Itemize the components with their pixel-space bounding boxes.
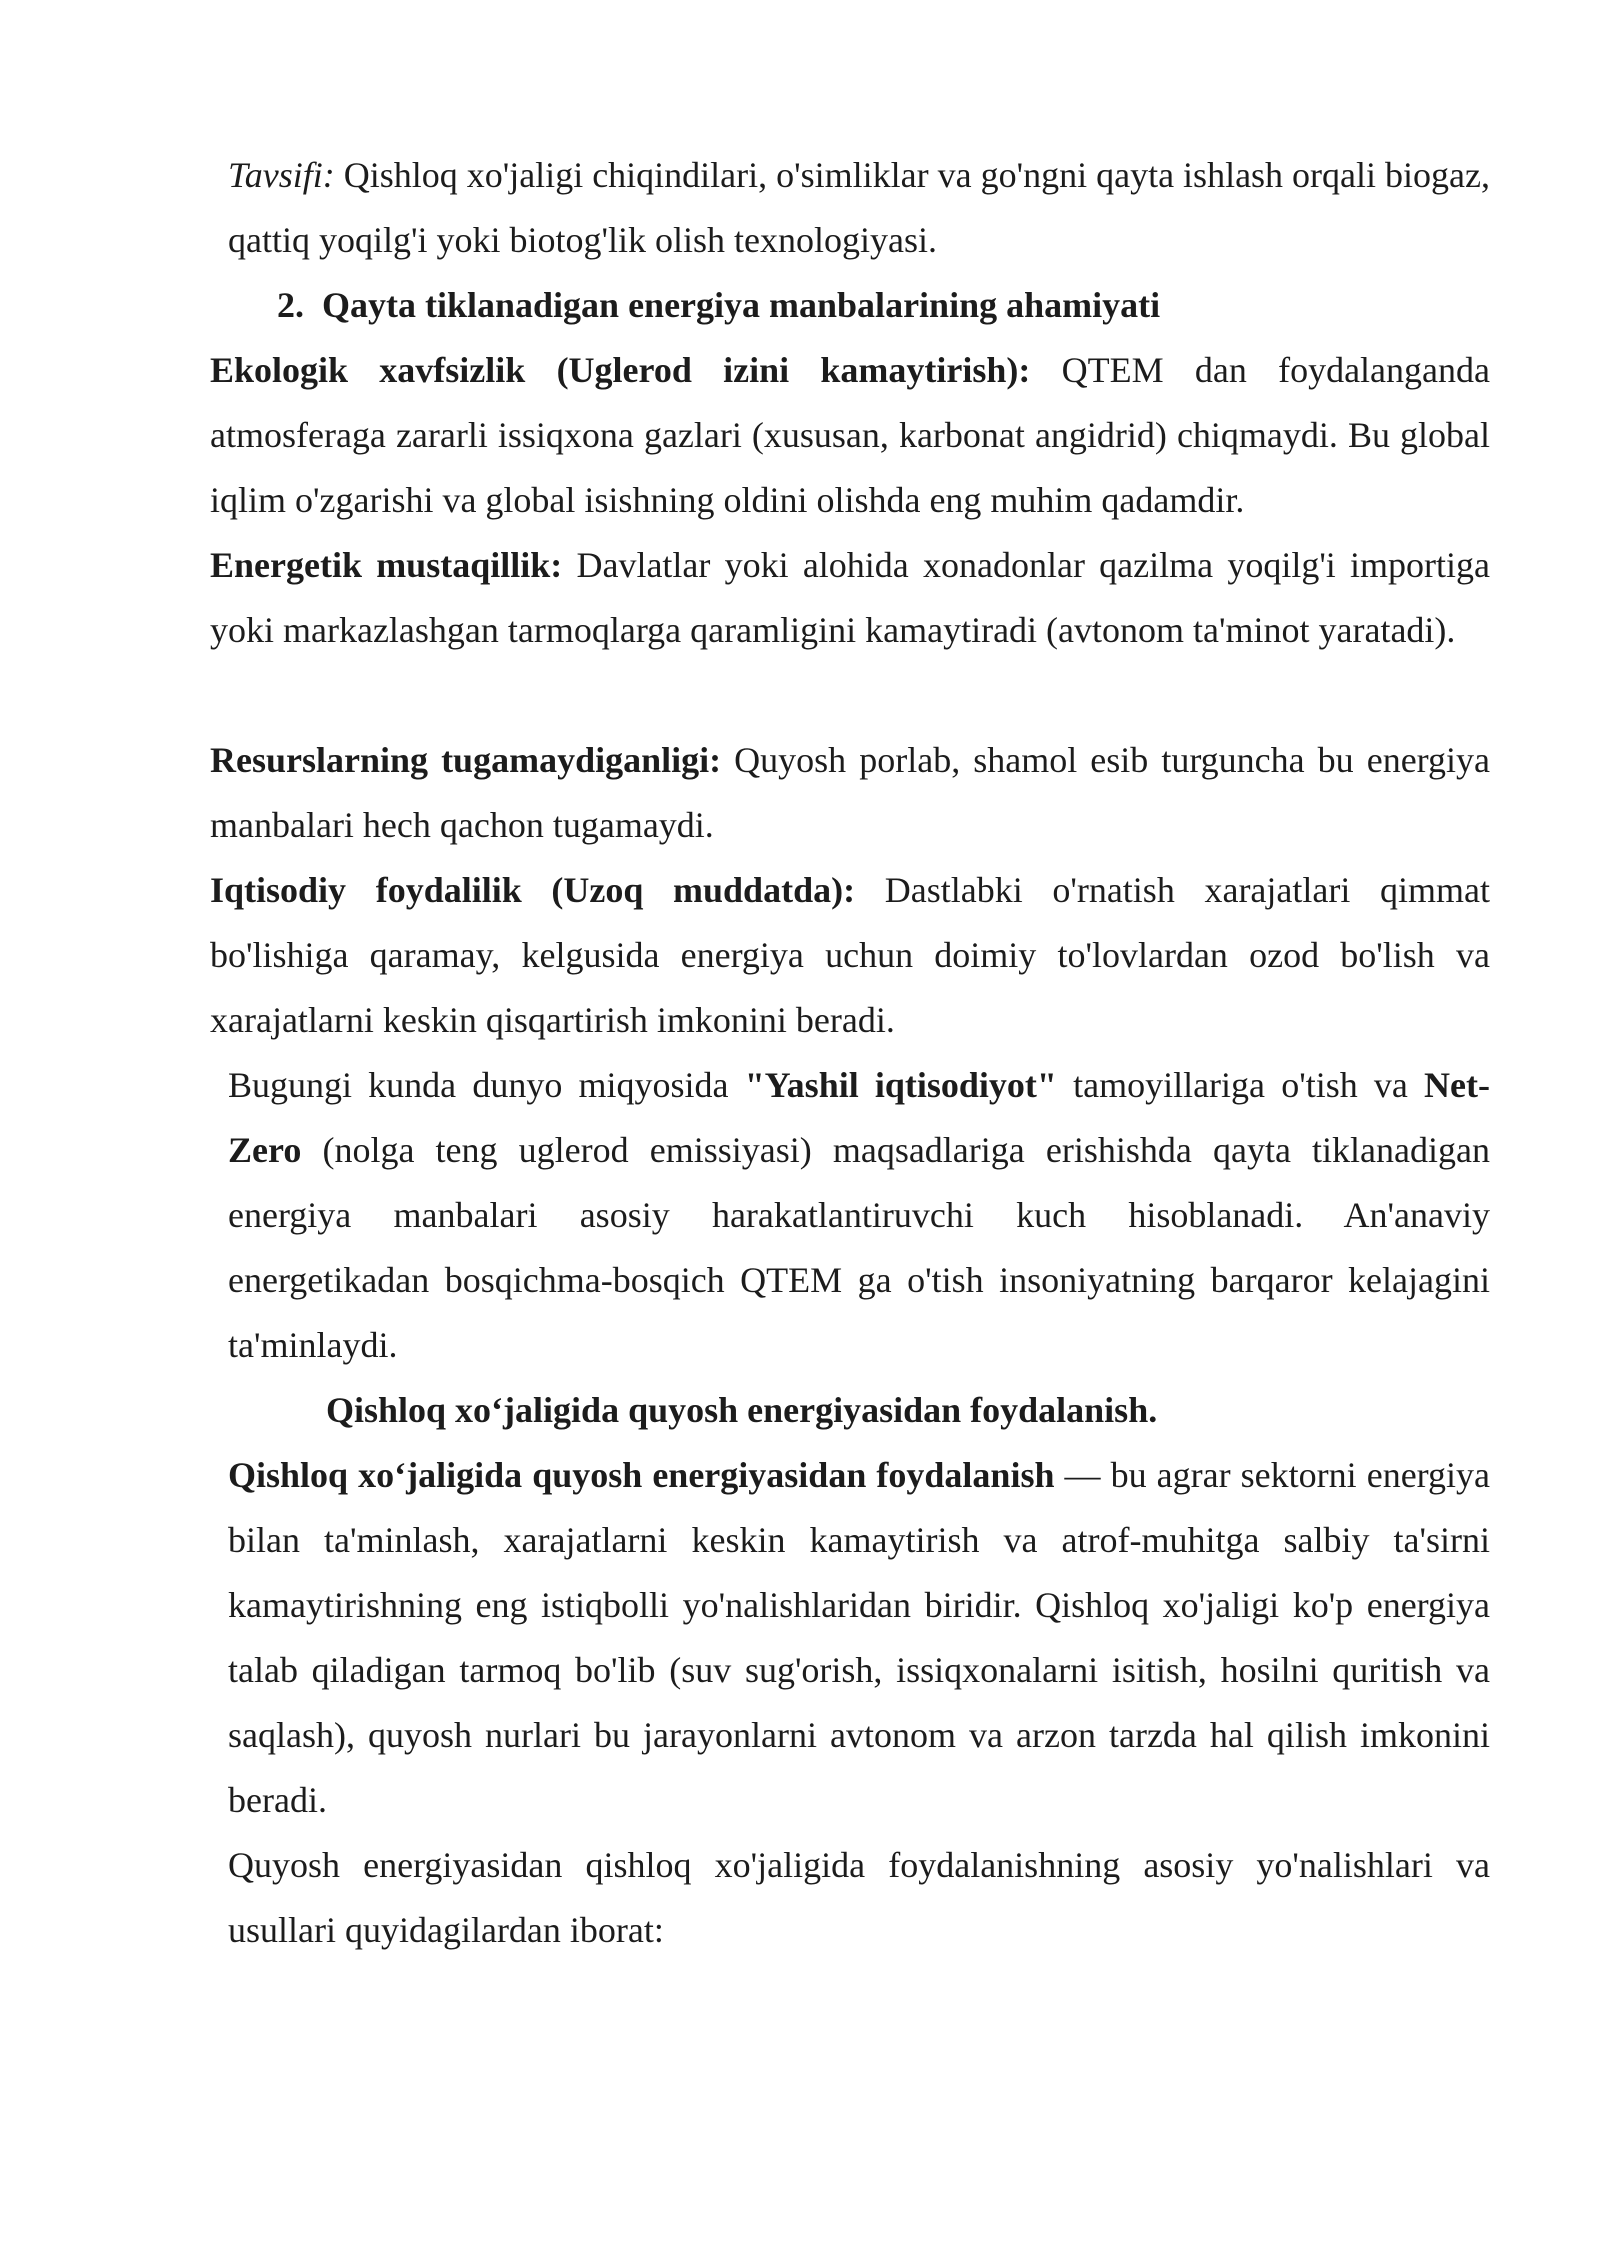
point-term: Ekologik xavfsizlik (Uglerod izini kamaytirish): xyxy=(210,350,1031,390)
solar-heading: Qishloq xo‘jaligida quyosh energiyasidan foydalanish. xyxy=(326,1390,1158,1430)
summary-paragraph xyxy=(228,1053,1490,1378)
point-text: QTEM dan foydalanganda atmosferaga zararli issiqxona gazlari (xususan, karbonat angidrid) chiqmaydi. Bu global iqlim o'zgarishi va global isishning oldini olishda eng muhim qadamdir. xyxy=(210,350,1490,520)
point-text: Dastlabki o'rnatish xarajatlari qimmat bo'lishiga qaramay, kelgusida energiya uchun doimiy to'lovlardan ozod bo'lish va xarajatlarni keskin qisqartirish imkonini beradi. xyxy=(210,870,1490,1040)
point-term: Energetik mustaqillik: xyxy=(210,545,563,585)
section-2-title: Qayta tiklanadigan energiya manbalarining ahamiyati xyxy=(322,285,1161,325)
point-iqtisodiy xyxy=(210,858,1490,1053)
solar-intro-paragraph xyxy=(228,1443,1490,1833)
solar-intro-term: Qishloq xo‘jaligida quyosh energiyasidan foydalanish xyxy=(228,1455,1055,1495)
point-text: Davlatlar yoki alohida xonadonlar qazilma yoqilg'i importiga yoki markazlashgan tarmoqlarga qaramligini kamaytiradi (avtonom ta'minot yaratadi). xyxy=(210,545,1490,650)
summary-text: Bugungi kunda dunyo miqyosida xyxy=(228,1065,745,1105)
point-ekologik xyxy=(210,338,1490,533)
point-term: Iqtisodiy foydalilik (Uzoq muddatda): xyxy=(210,870,856,910)
summary-text: tamoyillariga o'tish va xyxy=(1056,1065,1425,1105)
summary-text: (nolga teng uglerod emissiyasi) maqsadlariga erishishda qayta tiklanadigan energiya manbalari asosiy harakatlantiruvchi kuch hisoblanadi. An'anaviy energetikadan bosqichma-bosqich QTEM ga o'tish insoniyatning barqaror kelajagini ta'minlaydi. xyxy=(228,1130,1490,1365)
closing-paragraph: Quyosh energiyasidan qishloq xo'jaligida foydalanishning asosiy yo'nalishlari va usullari quyidagilardan iborat: xyxy=(228,1845,1490,1950)
point-term: Resurslarning tugamaydiganligi: xyxy=(210,740,722,780)
tavsifi-label: Tavsifi: xyxy=(228,155,335,195)
summary-bold-yashil: "Yashil iqtisodiyot" xyxy=(744,1065,1057,1105)
summary-bold-netzero: Net-Zero xyxy=(228,1065,1490,1170)
tavsifi-paragraph xyxy=(228,143,1490,273)
point-energetik xyxy=(210,533,1490,663)
point-resurslar xyxy=(210,728,1490,858)
section-2-heading xyxy=(277,273,1160,338)
point-text: Quyosh porlab, shamol esib turguncha bu energiya manbalari hech qachon tugamaydi. xyxy=(210,740,1490,845)
section-2-number: 2. xyxy=(277,285,304,325)
solar-intro-text: — bu agrar sektorni energiya bilan ta'minlash, xarajatlarni keskin kamaytirish va atrof-muhitga salbiy ta'sirni kamaytirishning eng istiqbolli yo'nalishlaridan biridir. Qishloq xo'jaligi ko'p energiya talab qiladigan tarmoq bo'lib (suv sug'orish, issiqxonalarni isitish, hosilni quritish va saqlash), quyosh nurlari bu jarayonlarni avtonom va arzon tarzda hal qilish imkonini beradi. xyxy=(228,1455,1490,1820)
tavsifi-text: Qishloq xo'jaligi chiqindilari, o'simliklar va go'ngni qayta ishlash orqali biogaz, qattiq yoqilg'i yoki biotog'lik olish texnologiyasi. xyxy=(228,155,1490,260)
